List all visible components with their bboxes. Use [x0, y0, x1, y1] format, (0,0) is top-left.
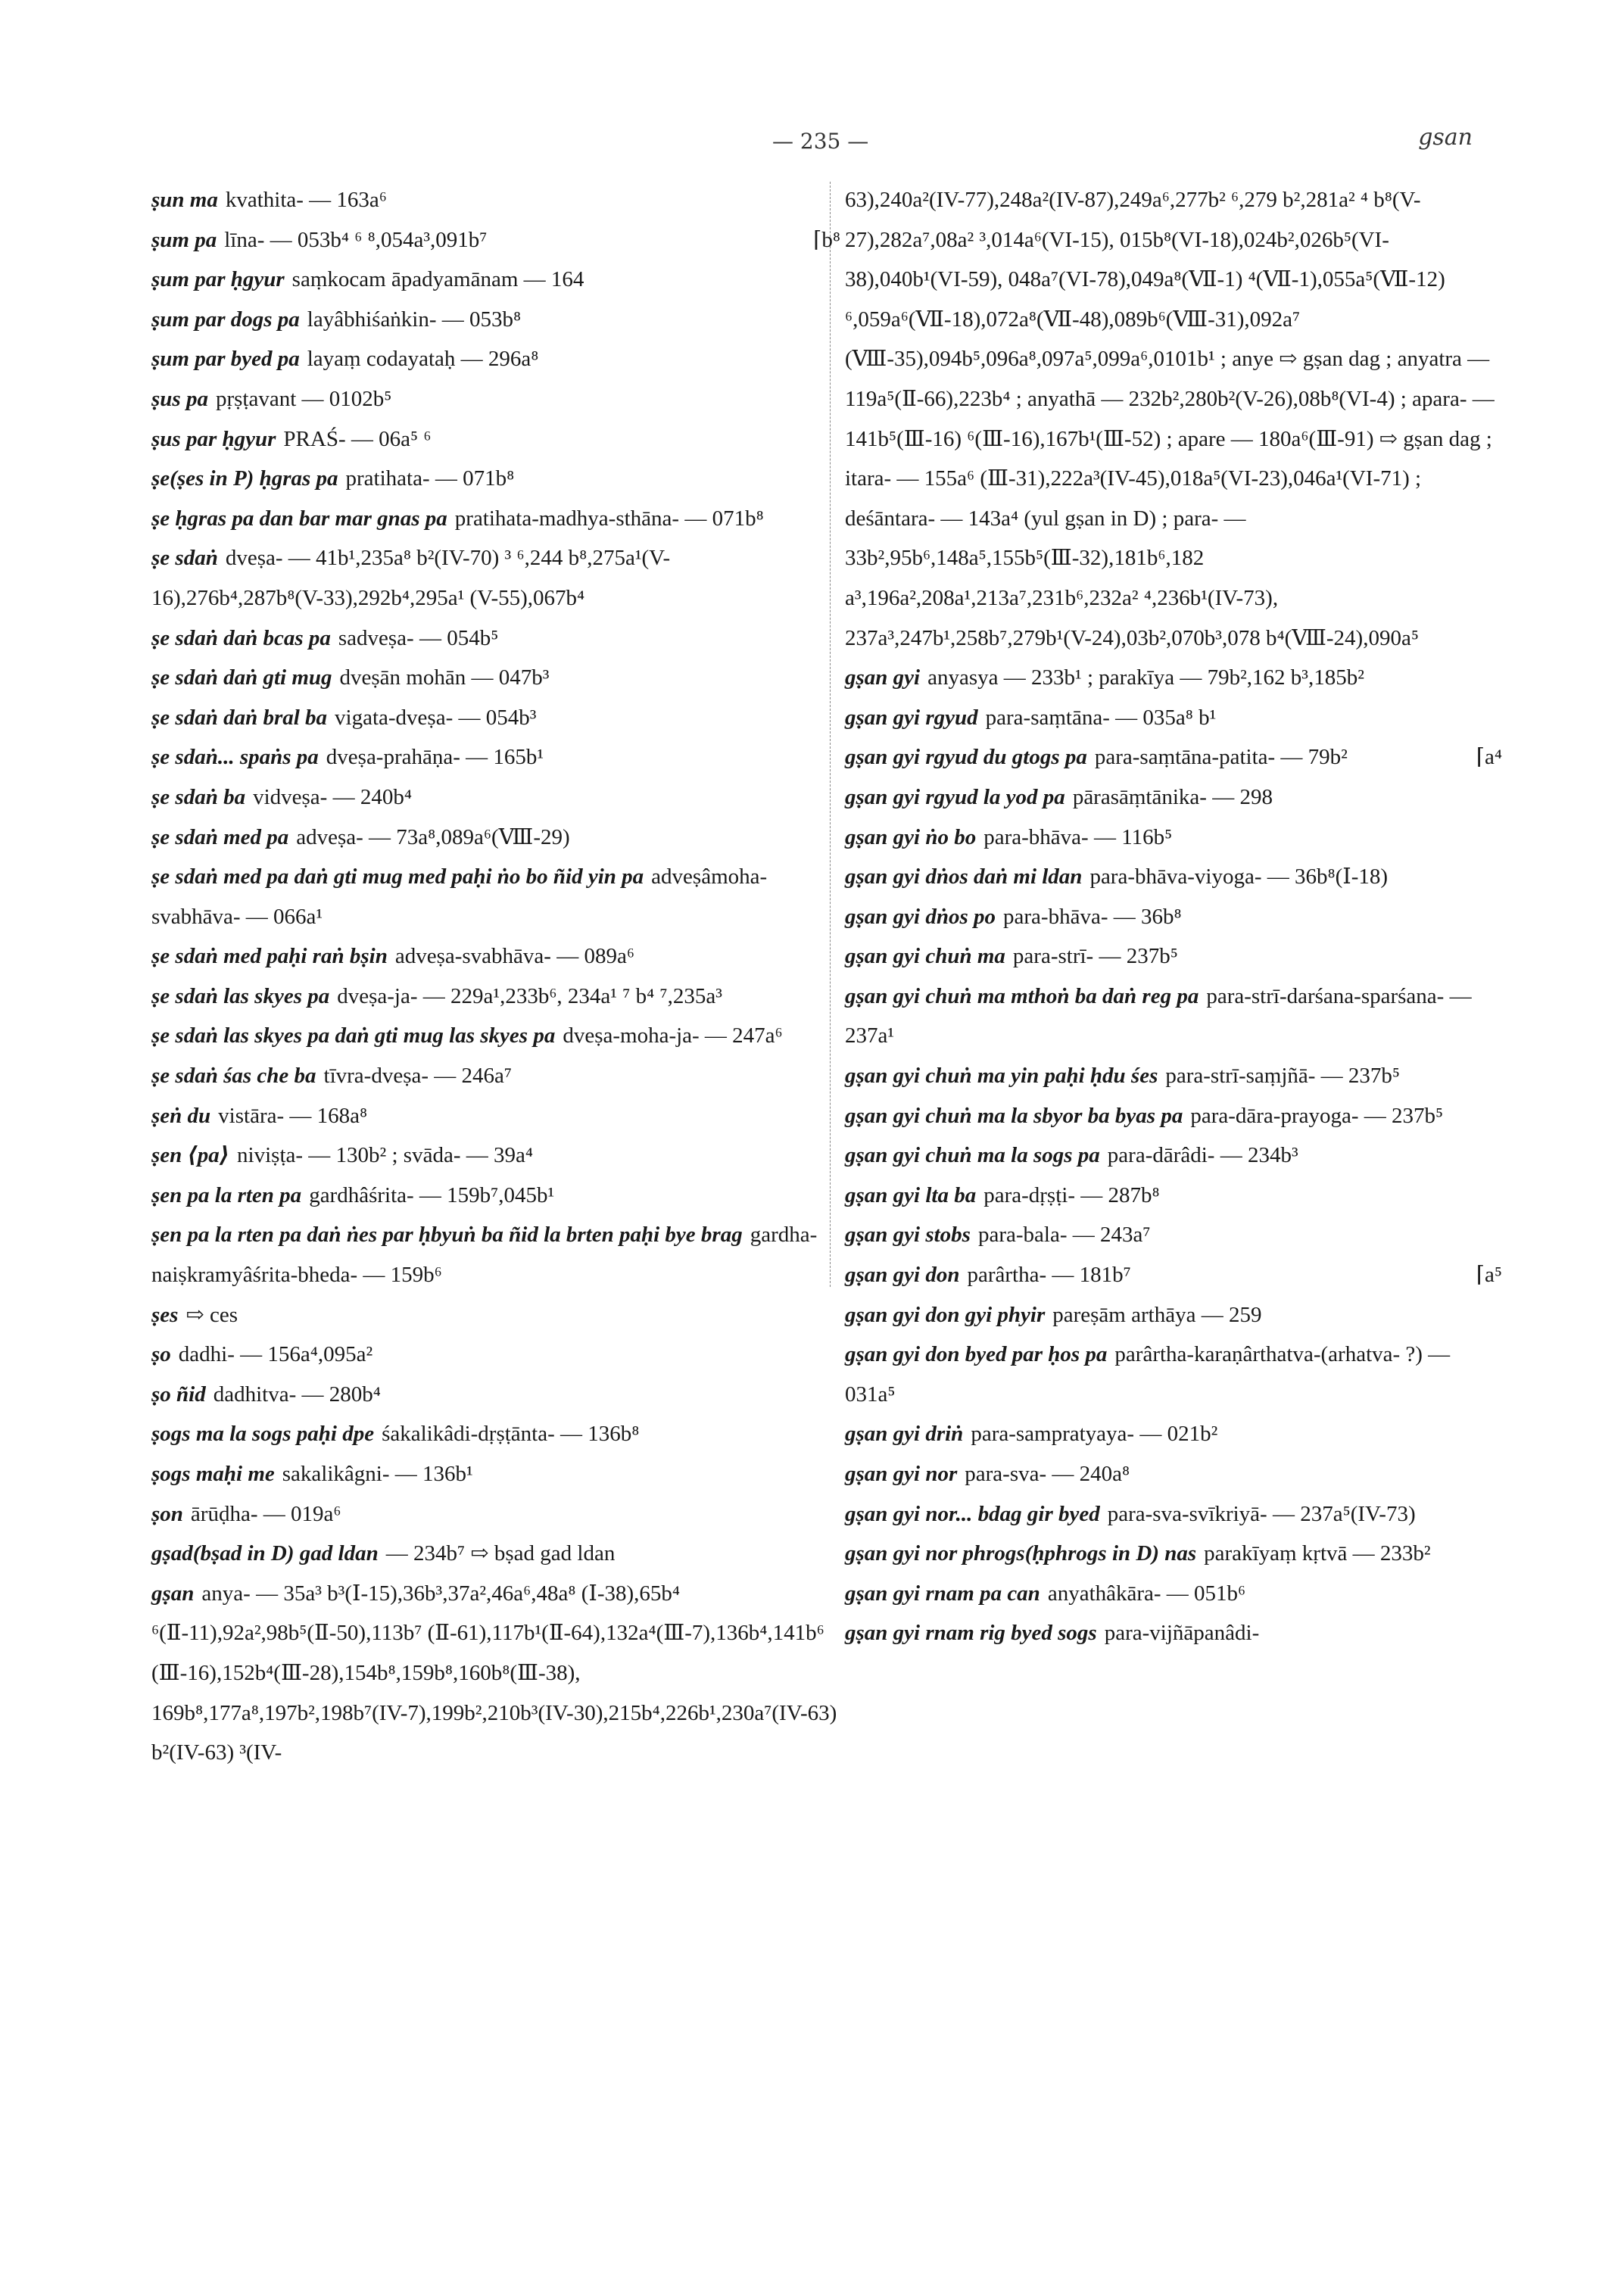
entry-headword: gṣan gyi rgyud: [845, 705, 978, 730]
dictionary-entry: [845, 1414, 1502, 1454]
entry-definition: vistāra- — 168a⁸: [218, 1103, 368, 1128]
entry-headword: ṣe sdaṅ las skyes pa: [151, 983, 330, 1008]
dictionary-entry: [845, 1215, 1502, 1255]
entry-definition: tīvra-dveṣa- — 246a⁷: [323, 1064, 512, 1089]
left-column: [151, 180, 840, 1773]
entry-headword: ṣo: [151, 1342, 171, 1367]
dictionary-entry: [151, 698, 840, 738]
dictionary-entry: [845, 1176, 1502, 1216]
entry-headword: gṣan gyi rnam rig byed sogs: [845, 1621, 1097, 1646]
entry-definition: sadveṣa- — 054b⁵: [338, 625, 499, 650]
dictionary-entry: [151, 857, 840, 936]
dictionary-entry: [151, 1335, 840, 1375]
entry-definition: dveṣa-prahāṇa- — 165b¹: [326, 745, 544, 770]
entry-headword: ṣe(ṣes in P) ḥgras pa: [151, 466, 338, 491]
entry-headword: gṣan gyi nor... bdag gir byed: [845, 1501, 1100, 1526]
entry-definition: para-dṛṣṭi- — 287b⁸: [983, 1182, 1160, 1207]
dictionary-entry: [845, 1613, 1502, 1653]
dictionary-entry: [151, 1016, 840, 1056]
entry-definition: adveṣâmoha-svabhāva- — 066a¹: [151, 865, 768, 929]
entry-headword: gṣan gyi nor phrogs(ḥphrogs in D) nas: [845, 1541, 1197, 1566]
folio-mark: ⌈a⁴: [1476, 745, 1502, 770]
dictionary-entry: [151, 419, 840, 460]
entry-definition: anyathâkāra- — 051b⁶: [1047, 1581, 1246, 1606]
entry-definition: niviṣṭa- — 130b² ; svāda- — 39a⁴: [237, 1143, 533, 1168]
entry-definition: pratihata- — 071b⁸: [345, 466, 515, 491]
entry-headword: ṣe sdaṅ: [151, 546, 218, 571]
dictionary-entry: [845, 1335, 1502, 1414]
entry-definition: parârtha- — 181b⁷: [967, 1263, 1131, 1288]
entry-definition: anya- — 35a³ b³(Ⅰ-15),36b³,37a²,46a⁶,48a⁸ (Ⅰ-38),65b⁴ ⁶(Ⅱ-11),92a²,98b⁵(Ⅱ-50),113b⁷ (Ⅱ-61),117b¹(Ⅱ-64),132a⁴(Ⅲ-7),136b⁴,141b⁶ (Ⅲ-16),152b⁴(Ⅲ-28),154b⁸,159b⁸,160b⁸(Ⅲ-38), 169b⁸,177a⁸,197b²,198b⁷(IV-7),199b²,210b³(IV-30),215b⁴,226b¹,230a⁷(IV-63) b²(IV-63) ³(IV-: [151, 1581, 837, 1765]
entry-definition: pratihata-madhya-sthāna- — 071b⁸: [454, 506, 764, 531]
dictionary-entry: [151, 1176, 840, 1216]
entry-headword: ṣum pa: [151, 227, 217, 252]
entry-definition: saṃkocam āpadyamānam — 164: [291, 267, 584, 292]
entry-headword: ṣun ma: [151, 188, 218, 212]
dictionary-entry: [845, 737, 1502, 777]
entry-definition: dadhitva- — 280b⁴: [213, 1382, 381, 1407]
entry-definition: gardhâśrita- — 159b⁷,045b¹: [309, 1182, 555, 1207]
entry-headword: ṣon: [151, 1501, 183, 1526]
dictionary-entry: [151, 300, 840, 340]
entry-definition: para-strī-darśana-sparśana- — 237a¹: [845, 983, 1472, 1048]
dictionary-entry: [845, 1136, 1502, 1176]
entry-headword: gṣan gyi rgyud du gtogs pa: [845, 745, 1087, 770]
entry-definition: ⇨ ces: [185, 1302, 238, 1327]
entry-headword: gṣan gyi rnam pa can: [845, 1581, 1040, 1606]
dictionary-entry: [151, 1414, 840, 1454]
dictionary-entry: [845, 180, 1502, 658]
entry-definition: adveṣa-svabhāva- — 089a⁶: [394, 944, 634, 969]
dictionary-entry: [845, 897, 1502, 937]
dictionary-entry: [845, 1255, 1502, 1295]
entry-definition: parakīyaṃ kṛtvā — 233b²: [1204, 1541, 1431, 1566]
entry-definition: dveṣa-moha-ja- — 247a⁶: [563, 1023, 783, 1048]
entry-definition: śakalikâdi-dṛṣṭānta- — 136b⁸: [382, 1422, 640, 1447]
entry-headword: gṣan gyi chuṅ ma la sogs pa: [845, 1143, 1100, 1168]
entry-headword: gṣan gyi chuṅ ma mthoṅ ba daṅ reg pa: [845, 983, 1199, 1008]
entry-headword: ṣe ḥgras pa dan bar mar gnas pa: [151, 506, 447, 531]
entry-definition: para-sva-svīkriyā- — 237a⁵(IV-73): [1107, 1501, 1416, 1526]
entry-headword: gṣan gyi chuṅ ma: [845, 944, 1005, 969]
entry-headword: ṣe sdaṅ las skyes pa daṅ gti mug las skyes pa: [151, 1023, 556, 1048]
entry-headword: gṣan gyi rgyud la yod pa: [845, 784, 1065, 809]
dictionary-entry: [845, 1494, 1502, 1534]
dictionary-entry: [845, 698, 1502, 738]
entry-definition: para-vijñāpanâdi-: [1104, 1621, 1260, 1646]
dictionary-entry: [845, 818, 1502, 858]
entry-definition: layâbhiśaṅkin- — 053b⁸: [307, 307, 522, 332]
entry-headword: ṣus par ḥgyur: [151, 426, 276, 451]
dictionary-entry: [845, 1574, 1502, 1614]
entry-headword: ṣogs ma la sogs paḥi dpe: [151, 1422, 375, 1447]
entry-definition: dveṣa-ja- — 229a¹,233b⁶, 234a¹ ⁷ b⁴ ⁷,235a³: [337, 983, 722, 1008]
entry-headword: ṣus pa: [151, 386, 208, 411]
dictionary-entry: [151, 459, 840, 499]
dictionary-entry: [845, 658, 1502, 698]
dictionary-entry: [151, 1096, 840, 1136]
entry-headword: ṣeṅ du: [151, 1103, 211, 1128]
dictionary-entry: [151, 260, 840, 300]
dictionary-entry: [845, 1096, 1502, 1136]
entry-headword: gṣan gyi ṅo bo: [845, 824, 977, 849]
entry-headword: gṣan gyi dṅos po: [845, 904, 996, 929]
entry-definition: para-strī- — 237b⁵: [1012, 944, 1178, 969]
entry-definition: para-sampratyaya- — 021b²: [971, 1422, 1218, 1447]
dictionary-entry: [151, 658, 840, 698]
entry-definition: parârtha-karaṇârthatva-(arhatva- ?) — 031a⁵: [845, 1342, 1451, 1407]
entry-definition: para-dārâdi- — 234b³: [1107, 1143, 1298, 1168]
entry-definition: para-saṃtāna-patita- — 79b²: [1094, 745, 1348, 770]
entry-headword: ṣe sdaṅ daṅ gti mug: [151, 665, 332, 690]
entry-definition: pārasāṃtānika- — 298: [1072, 784, 1273, 809]
dictionary-entry: [151, 379, 840, 419]
dictionary-entry: [845, 1056, 1502, 1096]
entry-headword: ṣum par dogs pa: [151, 307, 300, 332]
entry-headword: ṣen pa la rten pa daṅ ṅes par ḥbyuṅ ba ñid la brten paḥi bye brag: [151, 1223, 743, 1248]
entry-definition: kvathita- — 163a⁶: [225, 188, 387, 212]
dictionary-entry: [845, 977, 1502, 1056]
entry-definition: vigata-dveṣa- — 054b³: [335, 705, 537, 730]
entry-headword: ṣe sdaṅ... spaṅs pa: [151, 745, 319, 770]
entry-headword: ṣen ⟨pa⟩: [151, 1143, 230, 1168]
entry-headword: gṣan gyi driṅ: [845, 1422, 964, 1447]
entry-definition: līna- — 053b⁴ ⁶ ⁸,054a³,091b⁷: [224, 227, 488, 252]
entry-headword: ṣum par byed pa: [151, 347, 300, 372]
right-column: [845, 180, 1502, 1653]
dictionary-entry: [151, 618, 840, 659]
entry-headword: gṣan gyi don byed par ḥos pa: [845, 1342, 1108, 1367]
entry-headword: gṣan gyi chuṅ ma yin paḥi ḥdu śes: [845, 1064, 1158, 1089]
entry-definition: anyasya — 233b¹ ; parakīya — 79b²,162 b³,185b²: [927, 665, 1364, 690]
dictionary-entry: [845, 857, 1502, 897]
entry-headword: gṣan gyi nor: [845, 1462, 958, 1486]
entry-headword: ṣe sdaṅ śas che ba: [151, 1064, 316, 1089]
entry-headword: ṣe sdaṅ med paḥi raṅ bṣin: [151, 944, 388, 969]
dictionary-entry: [151, 1494, 840, 1534]
entry-definition: dveṣa- — 41b¹,235a⁸ b²(IV-70) ³ ⁶,244 b⁸,275a¹(V-16),276b⁴,287b⁸(V-33),292b⁴,295a¹ (V-55),067b⁴: [151, 546, 671, 610]
entry-headword: gṣan: [151, 1581, 195, 1606]
entry-definition: dveṣān mohān — 047b³: [339, 665, 550, 690]
entry-headword: ṣe sdaṅ med pa: [151, 824, 289, 849]
entry-headword: gṣan gyi lta ba: [845, 1182, 977, 1207]
entry-headword: ṣe sdaṅ ba: [151, 784, 246, 809]
entry-definition: ārūḍha- — 019a⁶: [190, 1501, 341, 1526]
entry-headword: ṣogs maḥi me: [151, 1462, 275, 1486]
dictionary-entry: [151, 936, 840, 977]
dictionary-entry: [151, 1454, 840, 1494]
dictionary-entry: [151, 1534, 840, 1574]
dictionary-entry: [151, 339, 840, 379]
dictionary-entry: [845, 1534, 1502, 1574]
entry-headword: ṣe sdaṅ daṅ bral ba: [151, 705, 328, 730]
entry-headword: ṣo ñid: [151, 1382, 206, 1407]
entry-definition: dadhi- — 156a⁴,095a²: [178, 1342, 373, 1367]
entry-definition: para-bhāva- — 36b⁸: [1003, 904, 1182, 929]
entry-definition: layaṃ codayataḥ — 296a⁸: [307, 347, 539, 372]
dictionary-entry: [151, 818, 840, 858]
entry-headword: ṣen pa la rten pa: [151, 1182, 302, 1207]
entry-headword: gṣan gyi don: [845, 1263, 960, 1288]
entry-headword: ṣe sdaṅ med pa daṅ gti mug med paḥi ṅo bo ñid yin pa: [151, 865, 644, 889]
dictionary-entry: [151, 1136, 840, 1176]
entry-definition: — 234b⁷ ⇨ bṣad gad ldan: [385, 1541, 616, 1566]
dictionary-entry: [845, 1295, 1502, 1335]
dictionary-entry: [151, 180, 840, 220]
dictionary-entry: [151, 1056, 840, 1096]
dictionary-entry: [845, 1454, 1502, 1494]
dictionary-entry: [151, 977, 840, 1017]
dictionary-entry: [151, 220, 840, 260]
dictionary-entry: [151, 1215, 840, 1294]
entry-headword: gṣan gyi chuṅ ma la sbyor ba byas pa: [845, 1103, 1183, 1128]
dictionary-entry: [845, 777, 1502, 818]
dictionary-entry: [151, 737, 840, 777]
folio-mark: ⌈a⁵: [1476, 1263, 1502, 1288]
dictionary-entry: [151, 538, 840, 618]
dictionary-entry: [151, 777, 840, 818]
entry-definition: para-bhāva- — 116b⁵: [983, 824, 1173, 849]
entry-headword: gṣan gyi stobs: [845, 1223, 971, 1248]
entry-definition: 63),240a²(IV-77),248a²(IV-87),249a⁶,277b² ⁶,279 b²,281a² ⁴ b⁸(V-27),282a⁷,08a² ³,014a⁶(VI-15), 015b⁸(VI-18),024b²,026b⁵(VI-38),040b¹(VI-59), 048a⁷(VI-78),049a⁸(Ⅶ-1) ⁴(Ⅶ-1),055a⁵(Ⅶ-12) ⁶,059a⁶(Ⅶ-18),072a⁸(Ⅶ-48),089b⁶(Ⅷ-31),092a⁷ (Ⅷ-35),094b⁵,096a⁸,097a⁵,099a⁶,0101b¹ ; anye ⇨ gṣan dag ; anyatra — 119a⁵(Ⅱ-66),223b⁴ ; anyathā — 232b²,280b²(V-26),08b⁸(VI-4) ; apara- — 141b⁵(Ⅲ-16) ⁶(Ⅲ-16),167b¹(Ⅲ-52) ; apare — 180a⁶(Ⅲ-91) ⇨ gṣan dag ; itara- — 155a⁶ (Ⅲ-31),222a³(IV-45),018a⁵(VI-23),046a¹(VI-71) ; deśāntara- — 143a⁴ (yul gṣan in D) ; para- — 33b²,95b⁶,148a⁵,155b⁵(Ⅲ-32),181b⁶,182 a³,196a²,208a¹,213a⁷,231b⁶,232a² ⁴,236b¹(IV-73), 237a³,247b¹,258b⁷,279b¹(V-24),03b²,070b³,078 b⁴(Ⅷ-24),090a⁵: [845, 188, 1495, 650]
entry-headword: gṣad(bṣad in D) gad ldan: [151, 1541, 379, 1566]
page-number: — 235 —: [772, 129, 869, 154]
entry-definition: pṛṣṭavant — 0102b⁵: [215, 386, 392, 411]
entry-definition: para-bhāva-viyoga- — 36b⁸(Ⅰ-18): [1089, 865, 1389, 889]
dictionary-entry: [151, 1295, 840, 1335]
entry-definition: gardha-naiṣkramyâśrita-bheda- — 159b⁶: [151, 1223, 818, 1288]
dictionary-entry: [151, 499, 840, 539]
entry-headword: gṣan gyi: [845, 665, 921, 690]
entry-headword: gṣan gyi dṅos daṅ mi ldan: [845, 865, 1083, 889]
entry-definition: pareṣām arthāya — 259: [1052, 1302, 1262, 1327]
entry-definition: vidveṣa- — 240b⁴: [253, 784, 412, 809]
entry-headword: gṣan gyi don gyi phyir: [845, 1302, 1046, 1327]
entry-definition: adveṣa- — 73a⁸,089a⁶(Ⅷ-29): [296, 824, 570, 849]
entry-definition: para-saṃtāna- — 035a⁸ b¹: [985, 705, 1217, 730]
entry-definition: sakalikâgni- — 136b¹: [282, 1462, 473, 1486]
folio-mark: ⌈b⁸: [813, 227, 840, 252]
entry-definition: para-dāra-prayoga- — 237b⁵: [1190, 1103, 1444, 1128]
guide-word: gsan: [1418, 124, 1473, 151]
entry-headword: ṣum par ḥgyur: [151, 267, 285, 292]
entry-headword: ṣe sdaṅ daṅ bcas pa: [151, 625, 331, 650]
entry-headword: ṣes: [151, 1302, 179, 1327]
dictionary-entry: [151, 1574, 840, 1773]
dictionary-entry: [845, 936, 1502, 977]
entry-definition: para-sva- — 240a⁸: [965, 1462, 1130, 1486]
entry-definition: para-strī-saṃjñā- — 237b⁵: [1165, 1064, 1401, 1089]
entry-definition: PRAŚ- — 06a⁵ ⁶: [283, 426, 432, 451]
dictionary-entry: [151, 1375, 840, 1415]
entry-definition: para-bala- — 243a⁷: [977, 1223, 1151, 1248]
